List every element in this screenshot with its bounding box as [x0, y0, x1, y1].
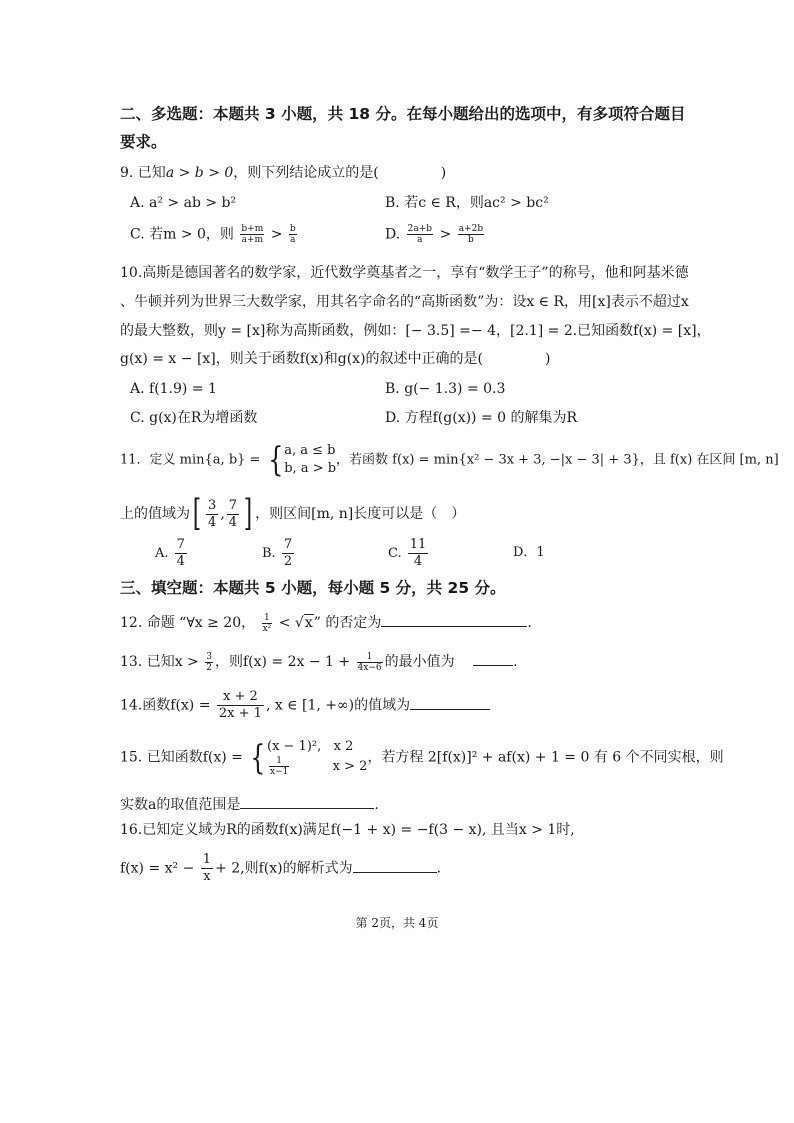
- q9-d-label: D.: [385, 226, 401, 243]
- q9-c-text: C. 若m > 0，则: [130, 226, 234, 243]
- page-footer: 第 2页，共 4页: [355, 916, 439, 930]
- q11-b-fraction: $\frac{7}{2}$: [283, 537, 293, 569]
- q10-option-a: A. f(1.9) = 1: [130, 381, 217, 397]
- q12-line: 12. 命题 “∀x ≥ 20， $\frac{1}{\text{x²}}$ < √x” 的否定为 .: [120, 612, 532, 634]
- q11-range-text: 上的值域为: [120, 506, 190, 522]
- q10-option-b: B. g(− 1.3) = 0.3: [385, 381, 506, 397]
- q15-equation-text: ，若方程 2[f(x)]² + af(x) + 1 = 0 有 6 个不同实根，则: [367, 749, 724, 766]
- q11-a-fraction: $\frac{7}{4}$: [176, 537, 185, 569]
- q9-condition: a > b > 0: [165, 165, 234, 181]
- q13-text-tail: 的最小值为: [384, 654, 455, 670]
- q11-c-fraction: $\frac{11}{4}$: [409, 537, 427, 569]
- q16-end: .: [436, 860, 442, 877]
- q9-stem-text: 9. 已知: [120, 165, 166, 181]
- q14-text: 14.函数f(x) =: [120, 697, 211, 714]
- q9-c-fraction-1: $\frac{b+m}{a+m}$: [241, 224, 264, 245]
- q16-answer-blank[interactable]: [353, 858, 437, 873]
- q12-lt: <: [278, 615, 291, 631]
- q10-stem-tail: g(x) = x − [x]，则关于函数f(x)和g(x)的叙述中正确的是(: [120, 351, 484, 367]
- q11-option-a: [155, 537, 189, 570]
- q11-option-c: [388, 537, 430, 570]
- q14-fraction: $\frac{x + 2}{2x + 1}$: [218, 689, 262, 721]
- q9-option-b: B. 若c ∈ R，则ac² > bc²: [385, 195, 549, 211]
- q14-answer-blank[interactable]: [410, 695, 490, 710]
- q11-a-label: A.: [155, 546, 169, 561]
- q12-answer-blank[interactable]: [381, 612, 527, 627]
- q11-line-1: [120, 442, 779, 478]
- q12-fraction: $\frac{1}{\text{x²}}$: [262, 612, 272, 634]
- q13-line: [120, 651, 518, 673]
- q11-brace: {: [267, 440, 283, 480]
- q11-left-bracket: [: [192, 493, 202, 534]
- q10-line-1: 10.高斯是德国著名的数学家，近代数学奠基者之一，享有“数学王子”的称号，他和阿基米德: [120, 265, 689, 281]
- q9-option-d: [385, 224, 486, 245]
- q13-end: .: [513, 654, 518, 670]
- q11-min-definition: 11．定义 min{a, b} =: [120, 452, 261, 468]
- q15-question: 实数a的取值范围是: [120, 797, 241, 813]
- q11-function-text: ，若函数 f(x) = min{x² − 3x + 3, −|x − 3| + 3}，且 f(x) 在区间 [m, n]: [336, 452, 779, 468]
- q14-line: [120, 689, 490, 722]
- q15-line-2: [120, 794, 379, 815]
- q13-function: ，则f(x) = 2x − 1 +: [214, 654, 351, 670]
- q9-d-fraction-2: $\frac{a+2b}{b}$: [458, 224, 484, 245]
- q12-text: 12. 命题 “∀x ≥ 20，: [120, 615, 256, 631]
- section-heading-continuation: 要求。: [120, 133, 167, 151]
- q11-option-b: [262, 537, 296, 570]
- q13-answer-blank[interactable]: [473, 651, 513, 666]
- q9-stem-tail: ，则下列结论成立的是(: [233, 165, 379, 181]
- q10-line-3: 的最大整数，则y = [x]称为高斯函数，例如：[− 3.5] =− 4，[2.1] = 2.已知函数f(x) = [x]，: [120, 323, 711, 339]
- q9-c-fraction-2: $\frac{b}{a}$: [289, 224, 296, 245]
- q11-range-frac-1: $\frac{3}{4}$: [208, 497, 217, 530]
- q15-text: 15. 已知函数f(x) =: [120, 749, 243, 766]
- q9-c-gt: >: [270, 226, 283, 243]
- q16-line-1: 16.已知定义域为R的函数f(x)满足f(−1 + x) = −f(3 − x), 且当x > 1时,: [120, 822, 575, 838]
- q9-close-paren: ): [440, 165, 447, 181]
- q10-option-d: D. 方程f(g(x)) = 0 的解集为R: [385, 410, 578, 426]
- q11-cases: a, a ≤ b b, a > b: [284, 443, 337, 476]
- q12-text-tail: ” 的否定为: [313, 615, 382, 631]
- q10-close-paren: ): [545, 351, 551, 367]
- q15-end: .: [374, 797, 379, 813]
- q11-b-label: B.: [262, 546, 276, 561]
- q11-right-bracket: ]: [243, 493, 253, 534]
- q11-option-d: D．1: [513, 545, 545, 560]
- q9-option-c: [130, 224, 299, 245]
- q13-fraction-2: $\frac{1}{4x-6}$: [357, 651, 382, 673]
- q10-line-4: [120, 349, 550, 369]
- q12-sqrt: x: [304, 615, 313, 631]
- q15-brace: {: [250, 737, 266, 778]
- q16-function: f(x) = x² −: [120, 860, 195, 877]
- q9-d-gt: >: [439, 226, 452, 243]
- q14-text-tail: , x ∈ [1, +∞)的值域为: [265, 697, 411, 714]
- q15-cases: (x − 1)², x 2 $\frac{1}{x-1}$ x > 2: [267, 739, 368, 777]
- q16-text-tail: + 2,则f(x)的解析式为: [215, 860, 353, 877]
- section-heading-multiple-choice: 二、多选题：本题共 3 小题，共 18 分。在每小题给出的选项中，有多项符合题目: [120, 105, 686, 123]
- q16-fraction: $\frac{1}{x}$: [202, 852, 212, 884]
- section-heading-fill-in: 三、填空题：本题共 5 小题，每小题 5 分，共 25 分。: [120, 579, 506, 597]
- q15-answer-blank[interactable]: [240, 794, 374, 809]
- q10-option-c: C. g(x)在R为增函数: [130, 410, 258, 426]
- q15-line-1: [120, 738, 724, 777]
- q9-d-fraction-1: $\frac{2a+b}{a}$: [407, 224, 433, 245]
- q11-range-frac-2: $\frac{7}{4}$: [228, 497, 238, 530]
- q13-fraction-1: $\frac{3}{2}$: [206, 651, 212, 673]
- q12-end: .: [527, 615, 532, 631]
- q16-line-2: [120, 852, 441, 885]
- q9-option-a: A. a² > ab > b²: [130, 195, 237, 211]
- question-9-stem: [120, 163, 446, 183]
- q13-text: 13. 已知x >: [120, 654, 199, 670]
- q11-question-text: ，则区间[m, n]长度可以是（ ）: [255, 506, 466, 522]
- q10-line-2: 、牛顿并列为世界三大数学家，用其名字命名的“高斯函数”为：设x ∈ R，用[x]表示不超过x: [120, 294, 689, 310]
- q11-c-label: C.: [388, 546, 402, 561]
- q11-line-2: 上的值域为[ $\frac{3}{4}$ , $\frac{7}{4}$ ] ，则区间[m, n]长度可以是（ ）: [120, 493, 466, 534]
